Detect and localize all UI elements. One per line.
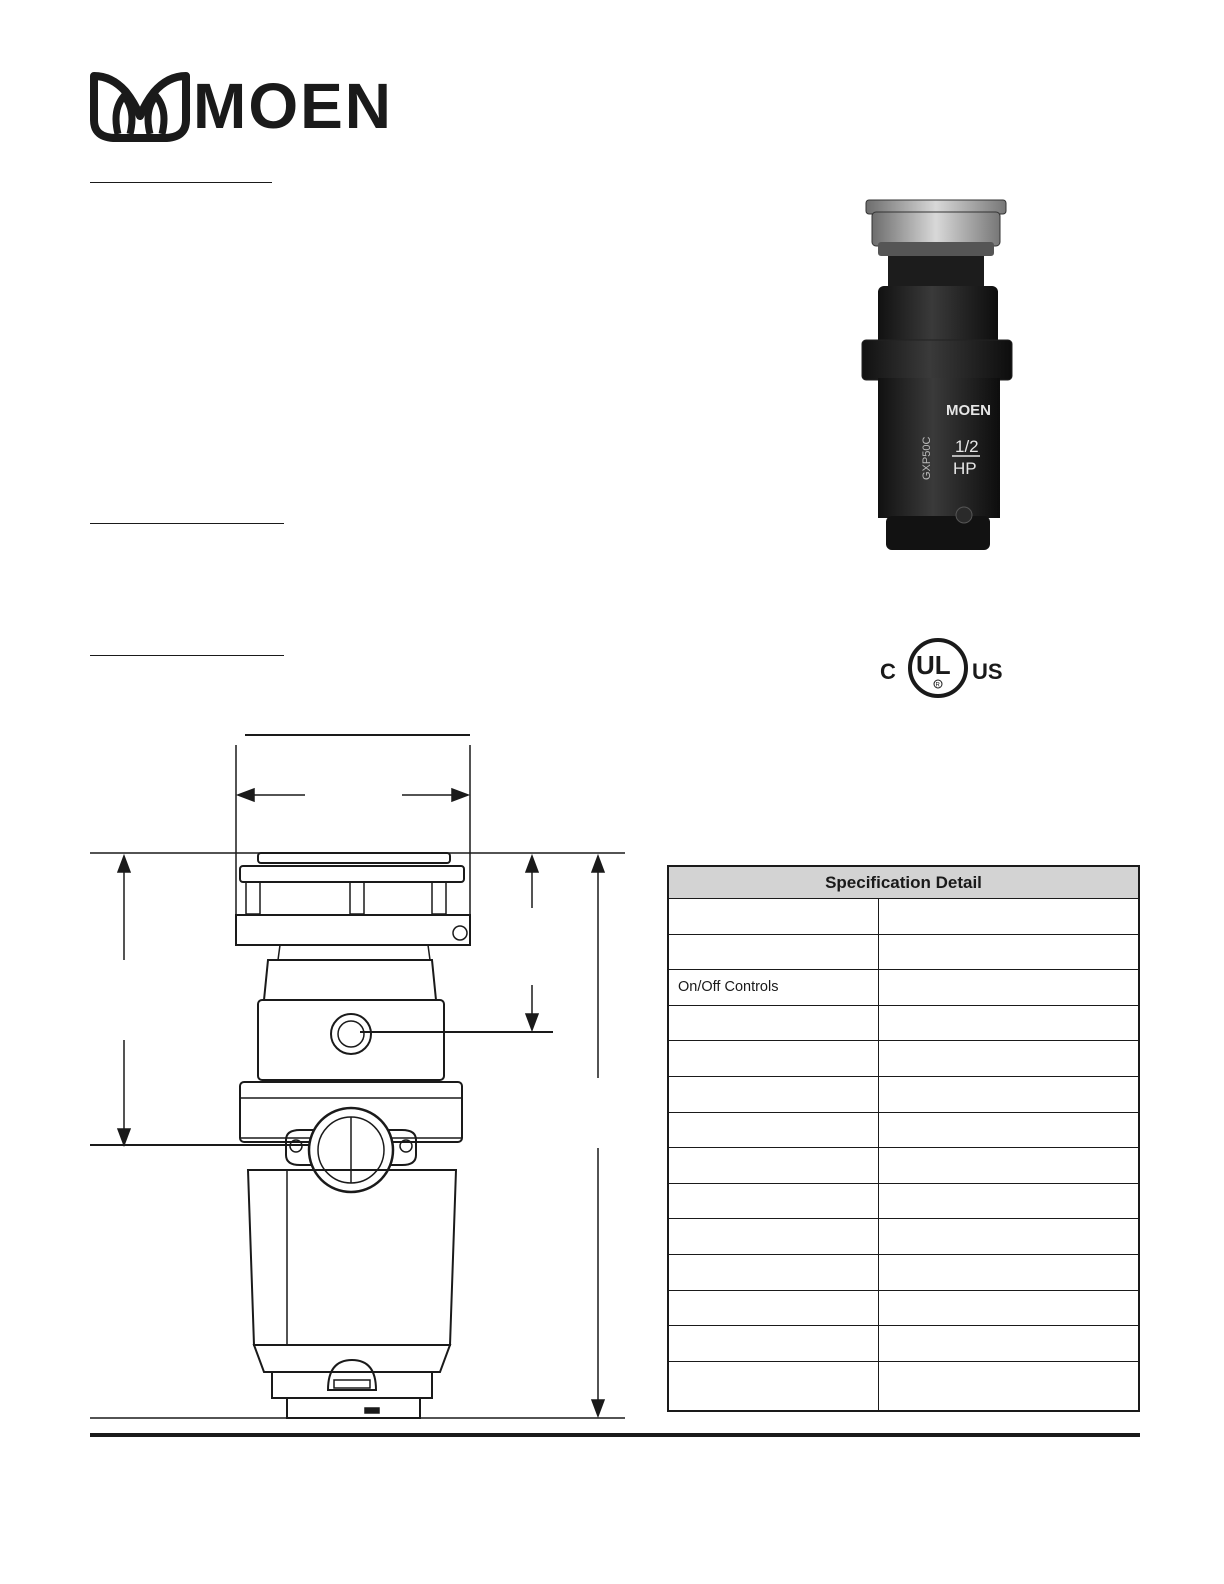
spec-value: [879, 1041, 1138, 1076]
specification-table-body: [669, 899, 1138, 1410]
spec-value: [879, 935, 1138, 970]
specification-table: [667, 865, 1140, 1412]
spec-label: [669, 1041, 879, 1076]
spec-value: [879, 1362, 1138, 1410]
table-row: [669, 899, 1138, 935]
table-row: [669, 1291, 1138, 1327]
moen-logo-mark-icon: [90, 70, 190, 142]
spec-label: [669, 899, 879, 934]
product-brand-label: MOEN: [946, 402, 991, 419]
ul-registered-mark: R: [935, 682, 940, 689]
table-row: [669, 1077, 1138, 1113]
table-row: [669, 1184, 1138, 1220]
table-row: [669, 935, 1138, 971]
spec-value: [879, 1077, 1138, 1112]
table-row: [669, 1326, 1138, 1362]
model-number-label: GXP50C: [921, 436, 933, 480]
table-row: [669, 1255, 1138, 1291]
spec-label: [669, 1006, 879, 1041]
spec-label: [669, 1291, 879, 1326]
spec-value: [879, 1113, 1138, 1148]
table-row: [669, 1113, 1138, 1149]
brand-wordmark: MOEN: [193, 70, 393, 142]
spec-value: [879, 899, 1138, 934]
spec-label: [669, 1148, 879, 1183]
moen-logo: [90, 70, 410, 142]
spec-label: [669, 1326, 879, 1361]
spec-label: [669, 1113, 879, 1148]
power-unit-label: HP: [953, 459, 977, 478]
spec-label: [669, 1255, 879, 1290]
spec-value: [879, 1291, 1138, 1326]
ul-certification-mark: [872, 634, 1007, 700]
power-fraction-label: 1/2: [955, 437, 979, 456]
spec-value: [879, 1148, 1138, 1183]
spec-value: [879, 970, 1138, 1005]
spec-label: [669, 1077, 879, 1112]
section-divider: [90, 655, 284, 656]
spec-label: [669, 935, 879, 970]
ul-c-label: C: [880, 659, 896, 684]
section-divider: [90, 523, 284, 524]
table-row: [669, 1006, 1138, 1042]
footer-divider: [90, 1433, 1140, 1437]
product-photo: [852, 190, 1022, 560]
table-row: [669, 1219, 1138, 1255]
table-row: [669, 1148, 1138, 1184]
section-divider: [90, 182, 272, 183]
ul-us-label: US: [972, 659, 1003, 684]
spec-value: [879, 1255, 1138, 1290]
spec-value: [879, 1326, 1138, 1361]
dimension-drawing: [80, 720, 640, 1430]
table-row: [669, 1041, 1138, 1077]
spec-label: On/Off Controls: [669, 970, 879, 1005]
ul-center-label: UL: [916, 650, 951, 680]
spec-label: [669, 1362, 879, 1410]
spec-value: [879, 1006, 1138, 1041]
spec-label: [669, 1184, 879, 1219]
table-row: [669, 1362, 1138, 1410]
spec-label: [669, 1219, 879, 1254]
specification-table-title: Specification Detail: [669, 867, 1138, 899]
table-row: [669, 970, 1138, 1006]
spec-value: [879, 1219, 1138, 1254]
spec-value: [879, 1184, 1138, 1219]
